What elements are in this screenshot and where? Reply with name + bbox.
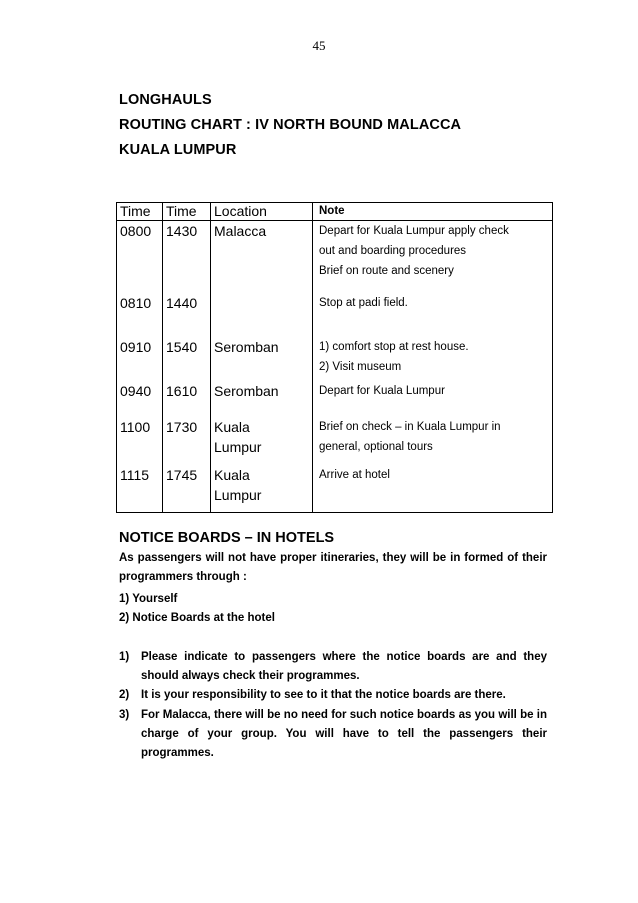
table-header-row — [117, 203, 553, 221]
cell-line: Brief on route and scenery — [319, 265, 454, 277]
cell-location — [211, 221, 313, 293]
cell-line: 1) comfort stop at rest house. — [319, 340, 469, 353]
cell-line: Depart for Kuala Lumpur — [319, 384, 445, 397]
cell-note — [313, 293, 553, 337]
list-item-text: For Malacca, there will be no need for such notice boards as you will be in charge of your group. You will have to tell the passengers their programmes. — [141, 708, 547, 760]
cell-line: 1730 — [166, 418, 198, 435]
cell-line: 0800 — [120, 223, 152, 239]
title-routing-chart: ROUTING CHART : IV NORTH BOUND MALACCA — [119, 117, 462, 133]
list-item: 1) Yourself — [119, 593, 178, 605]
cell-line: out and boarding procedures — [319, 245, 467, 257]
list-item: 2) Notice Boards at the hotel — [119, 612, 275, 625]
list-item-number: 2) — [119, 689, 130, 702]
page-number: 45 — [312, 38, 326, 53]
cell-line: 0810 — [120, 294, 152, 311]
table-body — [117, 221, 553, 513]
cell-line: Seromban — [214, 382, 279, 399]
list-item — [119, 706, 547, 764]
cell-time-2 — [163, 381, 211, 417]
cell-time-2 — [163, 293, 211, 337]
cell-line: Brief on check – in Kuala Lumpur in — [319, 420, 501, 433]
list-item-text: It is your responsibility to see to it that the notice boards are there. — [141, 689, 506, 702]
cell-time-1 — [117, 221, 163, 293]
cell-line: general, optional tours — [319, 440, 433, 453]
cell-line: Kuala — [214, 466, 250, 483]
table-row — [117, 293, 553, 337]
cell-time-1 — [117, 417, 163, 465]
header-location: Location — [211, 203, 313, 221]
title-destination: KUALA LUMPUR — [119, 142, 237, 158]
cell-note — [313, 465, 553, 513]
list-item-number: 1) — [119, 651, 130, 663]
cell-line: 1610 — [166, 382, 198, 399]
cell-note — [313, 381, 553, 417]
cell-location — [211, 465, 313, 513]
list-item — [119, 686, 547, 705]
cell-note — [313, 221, 553, 293]
cell-time-2 — [163, 465, 211, 513]
cell-location — [211, 293, 313, 337]
cell-location — [211, 381, 313, 417]
cell-line: Lumpur — [214, 438, 262, 455]
cell-time-2 — [163, 417, 211, 465]
cell-time-1 — [117, 465, 163, 513]
list-item — [119, 648, 547, 686]
header-note: Note — [313, 203, 553, 221]
cell-line: Kuala — [214, 418, 250, 435]
cell-line: 1100 — [120, 418, 151, 435]
notice-list-1 — [119, 590, 275, 628]
cell-line: Malacca — [214, 223, 267, 239]
cell-line: 1540 — [166, 338, 198, 355]
cell-note — [313, 337, 553, 381]
notice-heading: NOTICE BOARDS – IN HOTELS — [119, 530, 335, 546]
cell-line: 1115 — [120, 466, 150, 483]
title-longhauls: LONGHAULS — [119, 92, 212, 108]
list-item-text: Please indicate to passengers where the notice boards are and they should always check their programmes. — [141, 651, 547, 683]
routing-table — [116, 202, 553, 513]
cell-line: 1440 — [166, 294, 198, 311]
cell-line: Lumpur — [214, 486, 262, 503]
cell-line: 1430 — [166, 223, 198, 239]
table-row — [117, 337, 553, 381]
cell-time-1 — [117, 381, 163, 417]
cell-location — [211, 337, 313, 381]
header-time-1: Time — [117, 203, 163, 221]
table-row — [117, 417, 553, 465]
table-row — [117, 221, 553, 293]
table-row — [117, 381, 553, 417]
cell-line: 2) Visit museum — [319, 360, 402, 373]
cell-line: 1745 — [166, 466, 198, 483]
cell-line: Depart for Kuala Lumpur apply check — [319, 225, 509, 237]
cell-location — [211, 417, 313, 465]
cell-time-2 — [163, 337, 211, 381]
cell-line: Seromban — [214, 338, 279, 355]
table-row — [117, 465, 553, 513]
cell-time-1 — [117, 337, 163, 381]
cell-time-1 — [117, 293, 163, 337]
cell-line: Arrive at hotel — [319, 468, 390, 481]
cell-time-2 — [163, 221, 211, 293]
cell-line: 0910 — [120, 338, 152, 355]
notice-intro-text: As passengers will not have proper itineraries, they will be in formed of their programmers through : — [119, 552, 547, 584]
notice-list-2 — [119, 648, 547, 763]
header-time-2: Time — [163, 203, 211, 221]
cell-note — [313, 417, 553, 465]
list-item-number: 3) — [119, 708, 130, 721]
cell-line: Stop at padi field. — [319, 296, 408, 309]
notice-intro — [119, 549, 547, 587]
cell-line: 0940 — [120, 382, 152, 399]
